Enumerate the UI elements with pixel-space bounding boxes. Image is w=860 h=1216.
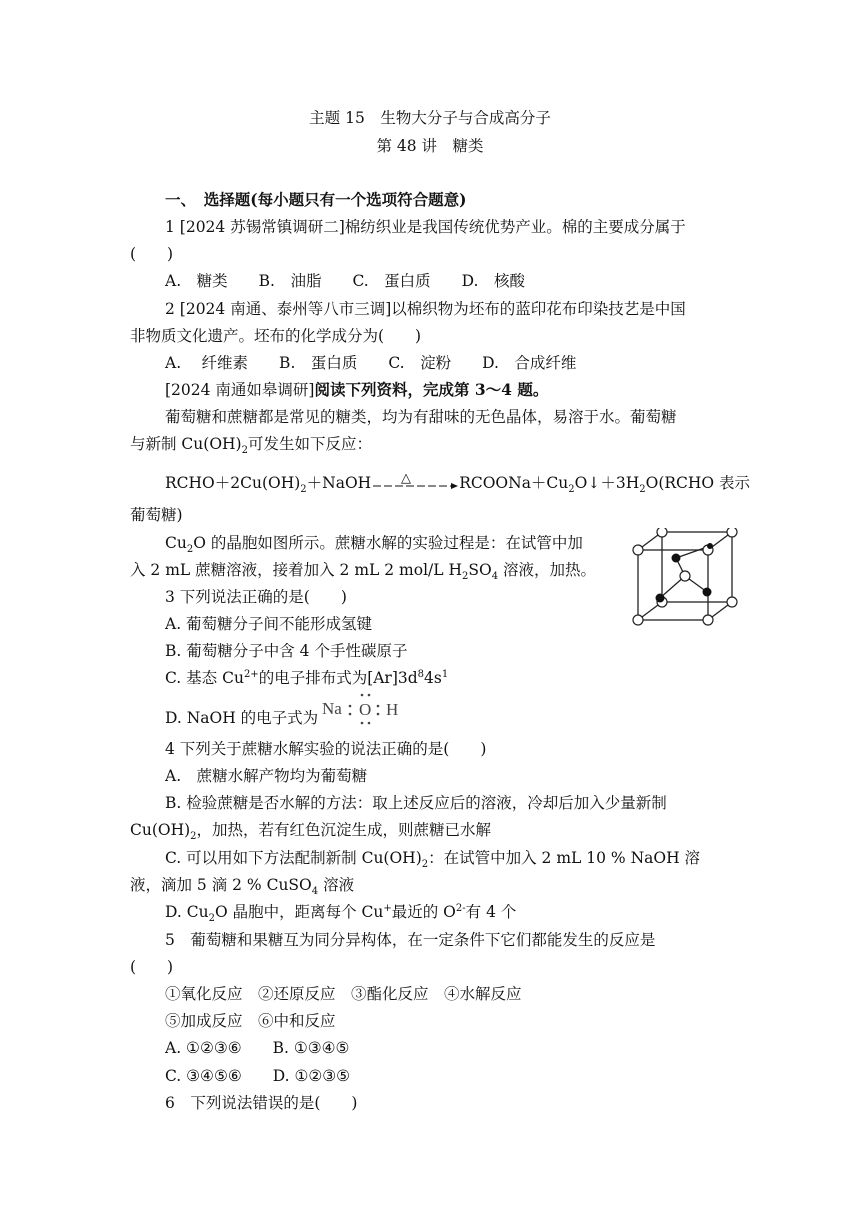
material-para2-line2 [130,560,597,583]
material-source: [2024 南通如皋调研] [165,381,315,399]
naoh-electron-formula [322,692,404,726]
subscript: 2 [208,913,215,925]
subscript: 2 [300,484,307,496]
text-seg: C. 可以用如下方法配制新制 Cu(OH) [165,849,422,867]
heat-symbol: △ [401,474,412,486]
subscript: 2 [421,859,429,871]
q1-stem-line1: 1 [2024 苏锡常镇调研二]棉纺织业是我国传统优势产业。棉的主要成分属于 [165,218,686,236]
q6-stem: 6 下列说法错误的是( ) [165,1094,358,1112]
q5-options-cd: C. ③④⑤⑥ D. ①②③⑤ [165,1067,351,1085]
text-seg: 溶液，加热。 [498,561,597,579]
text-seg: D. Cu [165,903,209,921]
q4-stem: 4 下列关于蔗糖水解实验的说法正确的是( ) [165,740,487,758]
eq-seg: ＋NaOH [306,474,372,492]
text-seg: ，加热，若有红色沉淀生成，则蔗糖已水解 [196,821,492,839]
text-seg: 可发生如下反应： [247,435,372,453]
reaction-equation-tail: 葡萄糖) [130,506,183,524]
reaction-equation [165,473,750,494]
subscript: 2 [241,445,248,457]
q1-options: A. 糖类 B. 油脂 C. 蛋白质 D. 核酸 [165,272,525,290]
material-intro [165,380,548,400]
reaction-arrow [371,474,459,494]
superscript: 2+ [243,668,259,680]
h-symbol: H [386,700,399,719]
subscript: 2 [568,484,575,496]
q5-items-line2: ⑤加成反应 ⑥中和反应 [165,1012,336,1030]
q5-stem-line2: ( ) [130,958,174,976]
q5-items-line1: ①氧化反应 ②还原反应 ③酯化反应 ④水解反应 [165,985,522,1003]
subscript: 2 [462,571,469,583]
text-seg: ：在试管中加入 2 mL 10 % NaOH 溶 [428,849,701,867]
superscript: 2- [455,902,466,914]
q3-option-a: A. 葡萄糖分子间不能形成氢键 [165,615,373,633]
subscript: 4 [311,886,319,898]
q5-stem-line1: 5 葡萄糖和果糖互为同分异构体，在一定条件下它们都能发生的反应是 [165,931,656,949]
text-seg: O 晶胞中，距离每个 Cu [214,903,384,921]
text-seg: 与新制 Cu(OH) [130,435,242,453]
material-para1-line2 [130,434,372,457]
cu2o-unit-cell-figure [630,528,742,632]
q5-options-ab: A. ①②③⑥ B. ①③④⑤ [165,1039,350,1057]
q2-options: A. 纤维素 B. 蛋白质 C. 淀粉 D. 合成纤维 [165,354,577,372]
q4-option-b-line2 [130,820,492,843]
q3-option-d [165,708,318,728]
q4-option-a: A. 蔗糖水解产物均为葡萄糖 [165,767,368,785]
topic-title: 主题 15 生物大分子与合成高分子 [309,109,551,127]
q2-stem-line1: 2 [2024 南通、泰州等八市三调]以棉织物为坯布的蓝印花布印染技艺是中国 [165,300,686,318]
text-seg: C. 基态 Cu [165,669,244,687]
q3-stem: 3 下列说法正确的是( ) [165,588,347,606]
text-seg: D. NaOH 的电子式为 [165,709,319,727]
o-symbol: O [359,700,372,719]
superscript: + [383,902,392,914]
q3-option-b: B. 葡萄糖分子中含 4 个手性碳原子 [165,642,408,660]
eq-seg: RCOONa＋Cu [459,474,569,492]
subscript: 2 [190,831,197,843]
q3-option-c [165,668,448,688]
text-seg: 最近的 O [391,903,456,921]
eq-seg: O↓＋3H [574,474,640,492]
text-seg: 有 4 个 [465,903,517,921]
q4-option-c-line1 [165,848,701,871]
q1-stem-line2: ( ) [130,245,174,263]
text-seg: 的电子排布式为[Ar]3d [258,669,418,687]
subscript: 4 [491,571,499,583]
na-symbol: Na [322,699,342,718]
text-seg: Cu(OH) [130,821,191,839]
superscript: 1 [441,668,449,680]
superscript: 8 [417,668,425,680]
text-seg: 入 2 mL 蔗糖溶液，接着加入 2 mL 2 mol/L H [130,561,463,579]
text-seg: 4s [424,669,442,687]
material-para2-line1 [165,533,583,556]
q4-option-b-line1: B. 检验蔗糖是否水解的方法：取上述反应后的溶液，冷却后加入少量新制 [165,794,667,812]
subscript: 2 [639,484,646,496]
q4-option-d [165,902,517,925]
text-seg: 溶液 [318,876,355,894]
section-heading: 一、 选择题(每小题只有一个选项符合题意) [165,190,467,209]
subscript: 2 [186,544,194,556]
text-seg: Cu [165,534,187,552]
eq-seg: RCHO＋2Cu(OH) [165,474,301,492]
eq-seg: O(RCHO 表示 [645,474,751,492]
q4-option-c-line2 [130,875,355,898]
q2-stem-line2: 非物质文化遗产。坯布的化学成分为( ) [130,327,422,345]
text-seg: O 的晶胞如图所示。蔗糖水解的实验过程是：在试管中加 [193,534,583,552]
text-seg: 液，滴加 5 滴 2 % CuSO [130,876,312,894]
material-instruction: 阅读下列资料，完成第 3～4 题。 [314,380,549,399]
lecture-title: 第 48 讲 糖类 [376,137,484,155]
text-seg: SO [468,561,492,579]
material-para1-line1: 葡萄糖和蔗糖都是常见的糖类，均为有甜味的无色晶体，易溶于水。葡萄糖 [165,408,677,426]
